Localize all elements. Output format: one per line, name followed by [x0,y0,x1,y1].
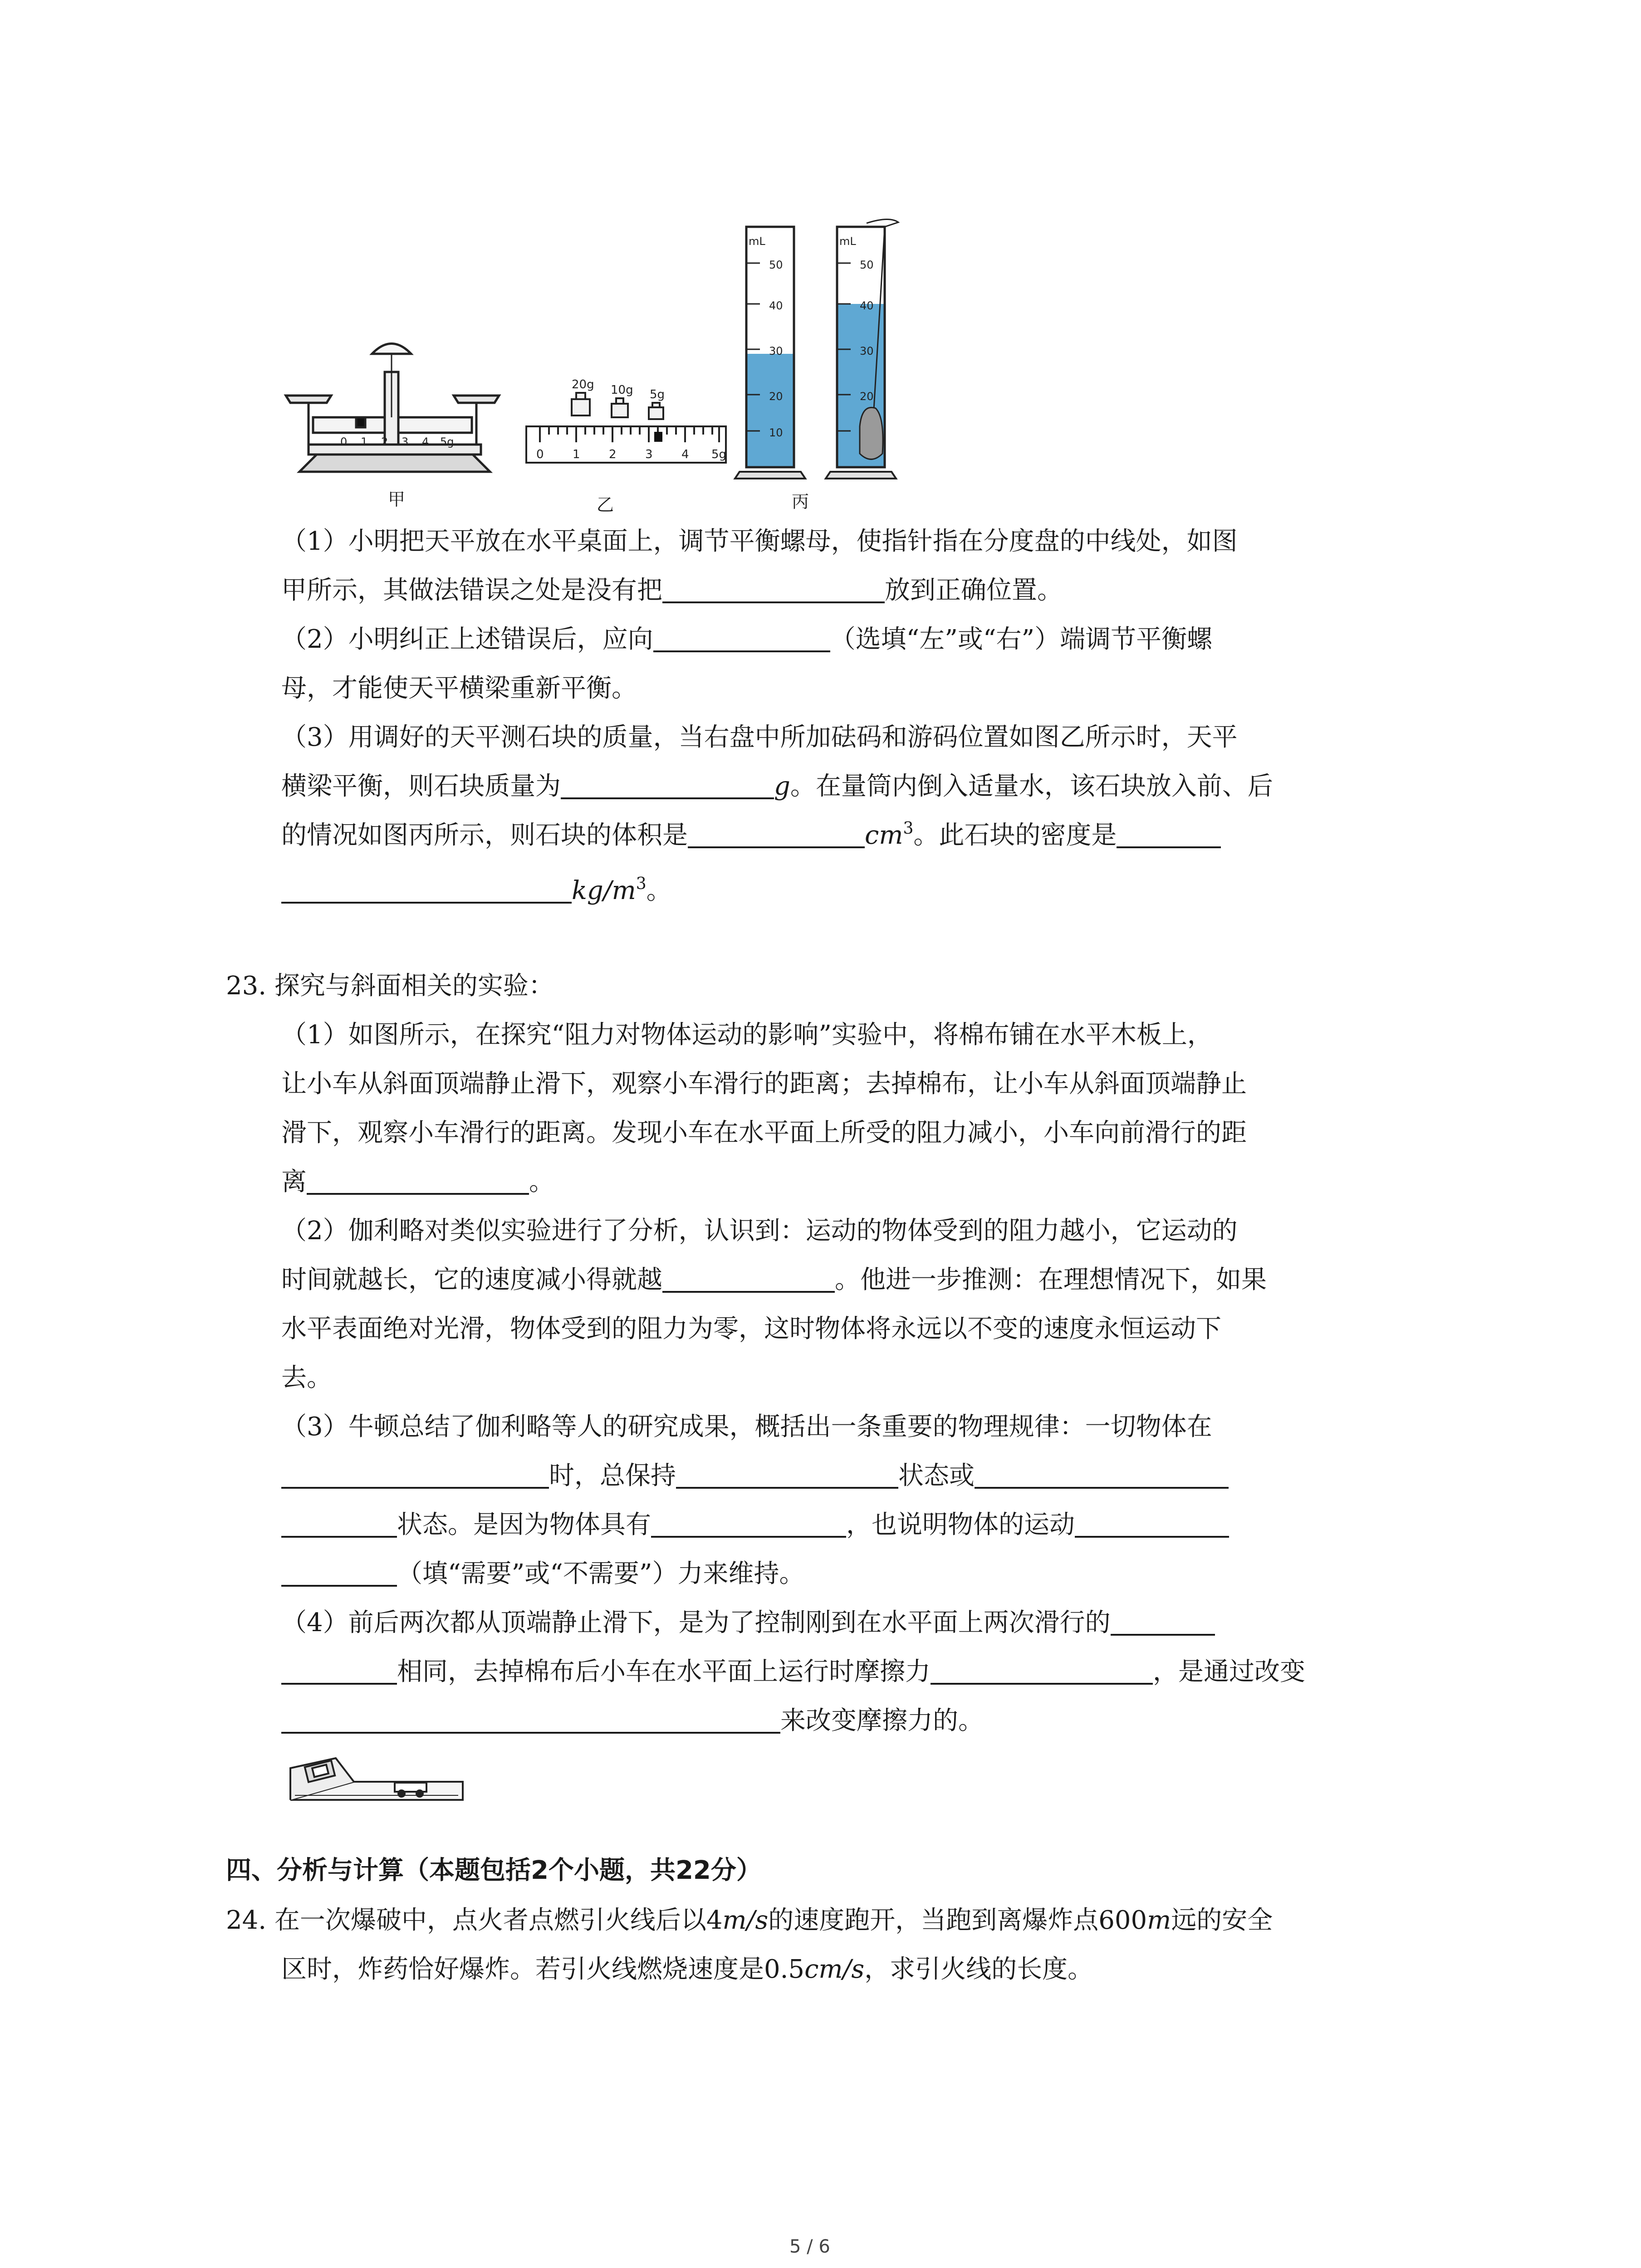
cylinder-after-unit: mL [839,235,856,248]
answer-blank-q22-2[interactable] [653,626,830,652]
q23-p3-line1: （3）牛顿总结了伽利略等人的研究成果，概括出一条重要的物理规律：一切物体在 [281,1412,1212,1442]
q24-line1: 24. 在一次爆破中，点火者点燃引火线后以4m/s的速度跑开，当跑到离爆炸点600m远的安全 [226,1906,1273,1935]
svg-text:50: 50 [860,259,874,271]
answer-blank-q23-2[interactable] [662,1266,835,1293]
svg-text:3: 3 [645,448,653,461]
cylinder-before-unit: mL [749,235,765,248]
q22-p3-line1: （3）用调好的天平测石块的质量，当右盘中所加砝码和游码位置如图乙所示时，天平 [281,723,1238,752]
q22-p1-line2: 甲所示，其做法错误之处是没有把 放到正确位置。 [281,576,1063,605]
answer-blank-q23-10[interactable] [281,1707,780,1734]
weight-label-20g: 20g [572,378,594,391]
figure-caption-yi: 乙 [597,495,614,515]
answer-blank-q22-4[interactable] [688,822,865,848]
q24-line2: 区时，炸药恰好爆炸。若引火线燃烧速度是0.5cm/s，求引火线的长度。 [281,1955,1093,1984]
svg-text:4: 4 [422,435,429,448]
rider-scale [526,426,726,463]
svg-text:5g: 5g [440,435,454,448]
svg-text:50: 50 [769,259,783,271]
q23-p3-line3: 状态。是因为物体具有 ，也说明物体的运动 [281,1510,1229,1540]
q23-p2-line4: 去。 [281,1363,332,1393]
svg-text:2: 2 [381,435,388,448]
q22-p2-line2: 母，才能使天平横梁重新平衡。 [281,674,637,703]
answer-blank-q23-8b[interactable] [281,1658,397,1685]
cylinder-before [735,227,805,479]
svg-text:0: 0 [340,435,348,448]
svg-text:30: 30 [860,345,874,357]
answer-blank-q23-9[interactable] [931,1658,1153,1685]
q23-p2-line1: （2）伽利略对类似实验进行了分析，认识到：运动的物体受到的阻力越小，它运动的 [281,1216,1238,1246]
answer-blank-q22-5a[interactable] [1117,822,1221,848]
svg-text:10: 10 [769,426,783,439]
answer-blank-q23-7b[interactable] [281,1560,397,1587]
answer-blank-q23-5b[interactable] [281,1511,397,1538]
q22-p3-line3: 的情况如图丙所示，则石块的体积是 $cm^3$。此石块的密度是 [281,820,1221,850]
q22-p3-line2: 横梁平衡，则石块质量为 g。在量筒内倒入适量水，该石块放入前、后 [281,772,1273,801]
svg-text:4: 4 [681,448,689,461]
section4-title: 四、分析与计算（本题包括2个小题，共22分） [226,1856,762,1885]
answer-blank-q22-3[interactable] [561,773,774,799]
q23-p4-line1: （4）前后两次都从顶端静止滑下，是为了控制刚到在水平面上两次滑行的 [281,1608,1215,1638]
cylinder-after [826,219,898,479]
q23-p1-line1: （1）如图所示，在探究“阻力对物体运动的影响”实验中，将棉布铺在水平木板上， [281,1020,1213,1050]
svg-text:40: 40 [860,299,874,312]
svg-text:40: 40 [769,299,783,312]
balance-diagram [286,344,499,472]
q23-p1-line3: 滑下，观察小车滑行的距离。发现小车在水平面上所受的阻力减小，小车向前滑行的距 [281,1118,1247,1148]
answer-blank-q23-7a[interactable] [1075,1511,1229,1538]
figure-caption-bing: 丙 [792,492,809,512]
q23-title: 23. 探究与斜面相关的实验： [226,971,554,1001]
answer-blank-q23-3[interactable] [281,1462,549,1489]
svg-text:1: 1 [573,448,580,461]
svg-text:30: 30 [769,345,783,357]
svg-text:1: 1 [361,435,368,448]
q22-p2-line1: （2）小明纠正上述错误后，应向 （选填“左”或“右”）端调节平衡螺 [281,625,1213,654]
answer-blank-q23-6[interactable] [651,1511,846,1538]
answer-blank-q23-8a[interactable] [1111,1609,1215,1636]
svg-text:20: 20 [769,390,783,403]
answer-blank-q22-1[interactable] [662,577,885,603]
weight-label-5g: 5g [650,388,665,401]
weight-label-10g: 10g [611,383,633,397]
page-number: 5 / 6 [789,2236,830,2257]
answer-blank-q23-5a[interactable] [975,1462,1229,1489]
answer-blank-q22-5b[interactable] [281,877,572,904]
q23-p2-line3: 水平表面绝对光滑，物体受到的阻力为零，这时物体将永远以不变的速度永恒运动下 [281,1314,1221,1344]
q23-p1-line4: 离 。 [281,1167,554,1197]
q23-p1-line2: 让小车从斜面顶端静止滑下，观察小车滑行的距离；去掉棉布，让小车从斜面顶端静止 [281,1069,1247,1099]
q23-p3-line2: 时，总保持 状态或 [281,1461,1229,1491]
figure-balance-cylinders [272,218,935,490]
figure-caption-jia: 甲 [388,489,406,509]
svg-text:0: 0 [536,448,544,461]
q23-p3-line4: （填“需要”或“不需要”）力来维持。 [281,1559,805,1589]
answer-blank-q23-4[interactable] [676,1462,898,1489]
q23-p2-line2: 时间就越长，它的速度减小得就越 。他进一步推测：在理想情况下，如果 [281,1265,1267,1295]
svg-text:2: 2 [609,448,617,461]
q22-p1-line1: （1）小明把天平放在水平桌面上，调节平衡螺母，使指针指在分度盘的中线处，如图 [281,527,1238,556]
q22-p3-line4: $kg/m^3$。 [281,875,672,906]
incline-cart-figure [281,1750,472,1809]
answer-blank-q23-1[interactable] [307,1168,529,1195]
q23-p4-line2: 相同，去掉棉布后小车在水平面上运行时摩擦力 ，是通过改变 [281,1657,1305,1687]
svg-text:3: 3 [402,435,409,448]
svg-text:5g: 5g [711,448,727,461]
q23-p4-line3: 来改变摩擦力的。 [281,1706,984,1736]
svg-text:20: 20 [860,390,874,403]
